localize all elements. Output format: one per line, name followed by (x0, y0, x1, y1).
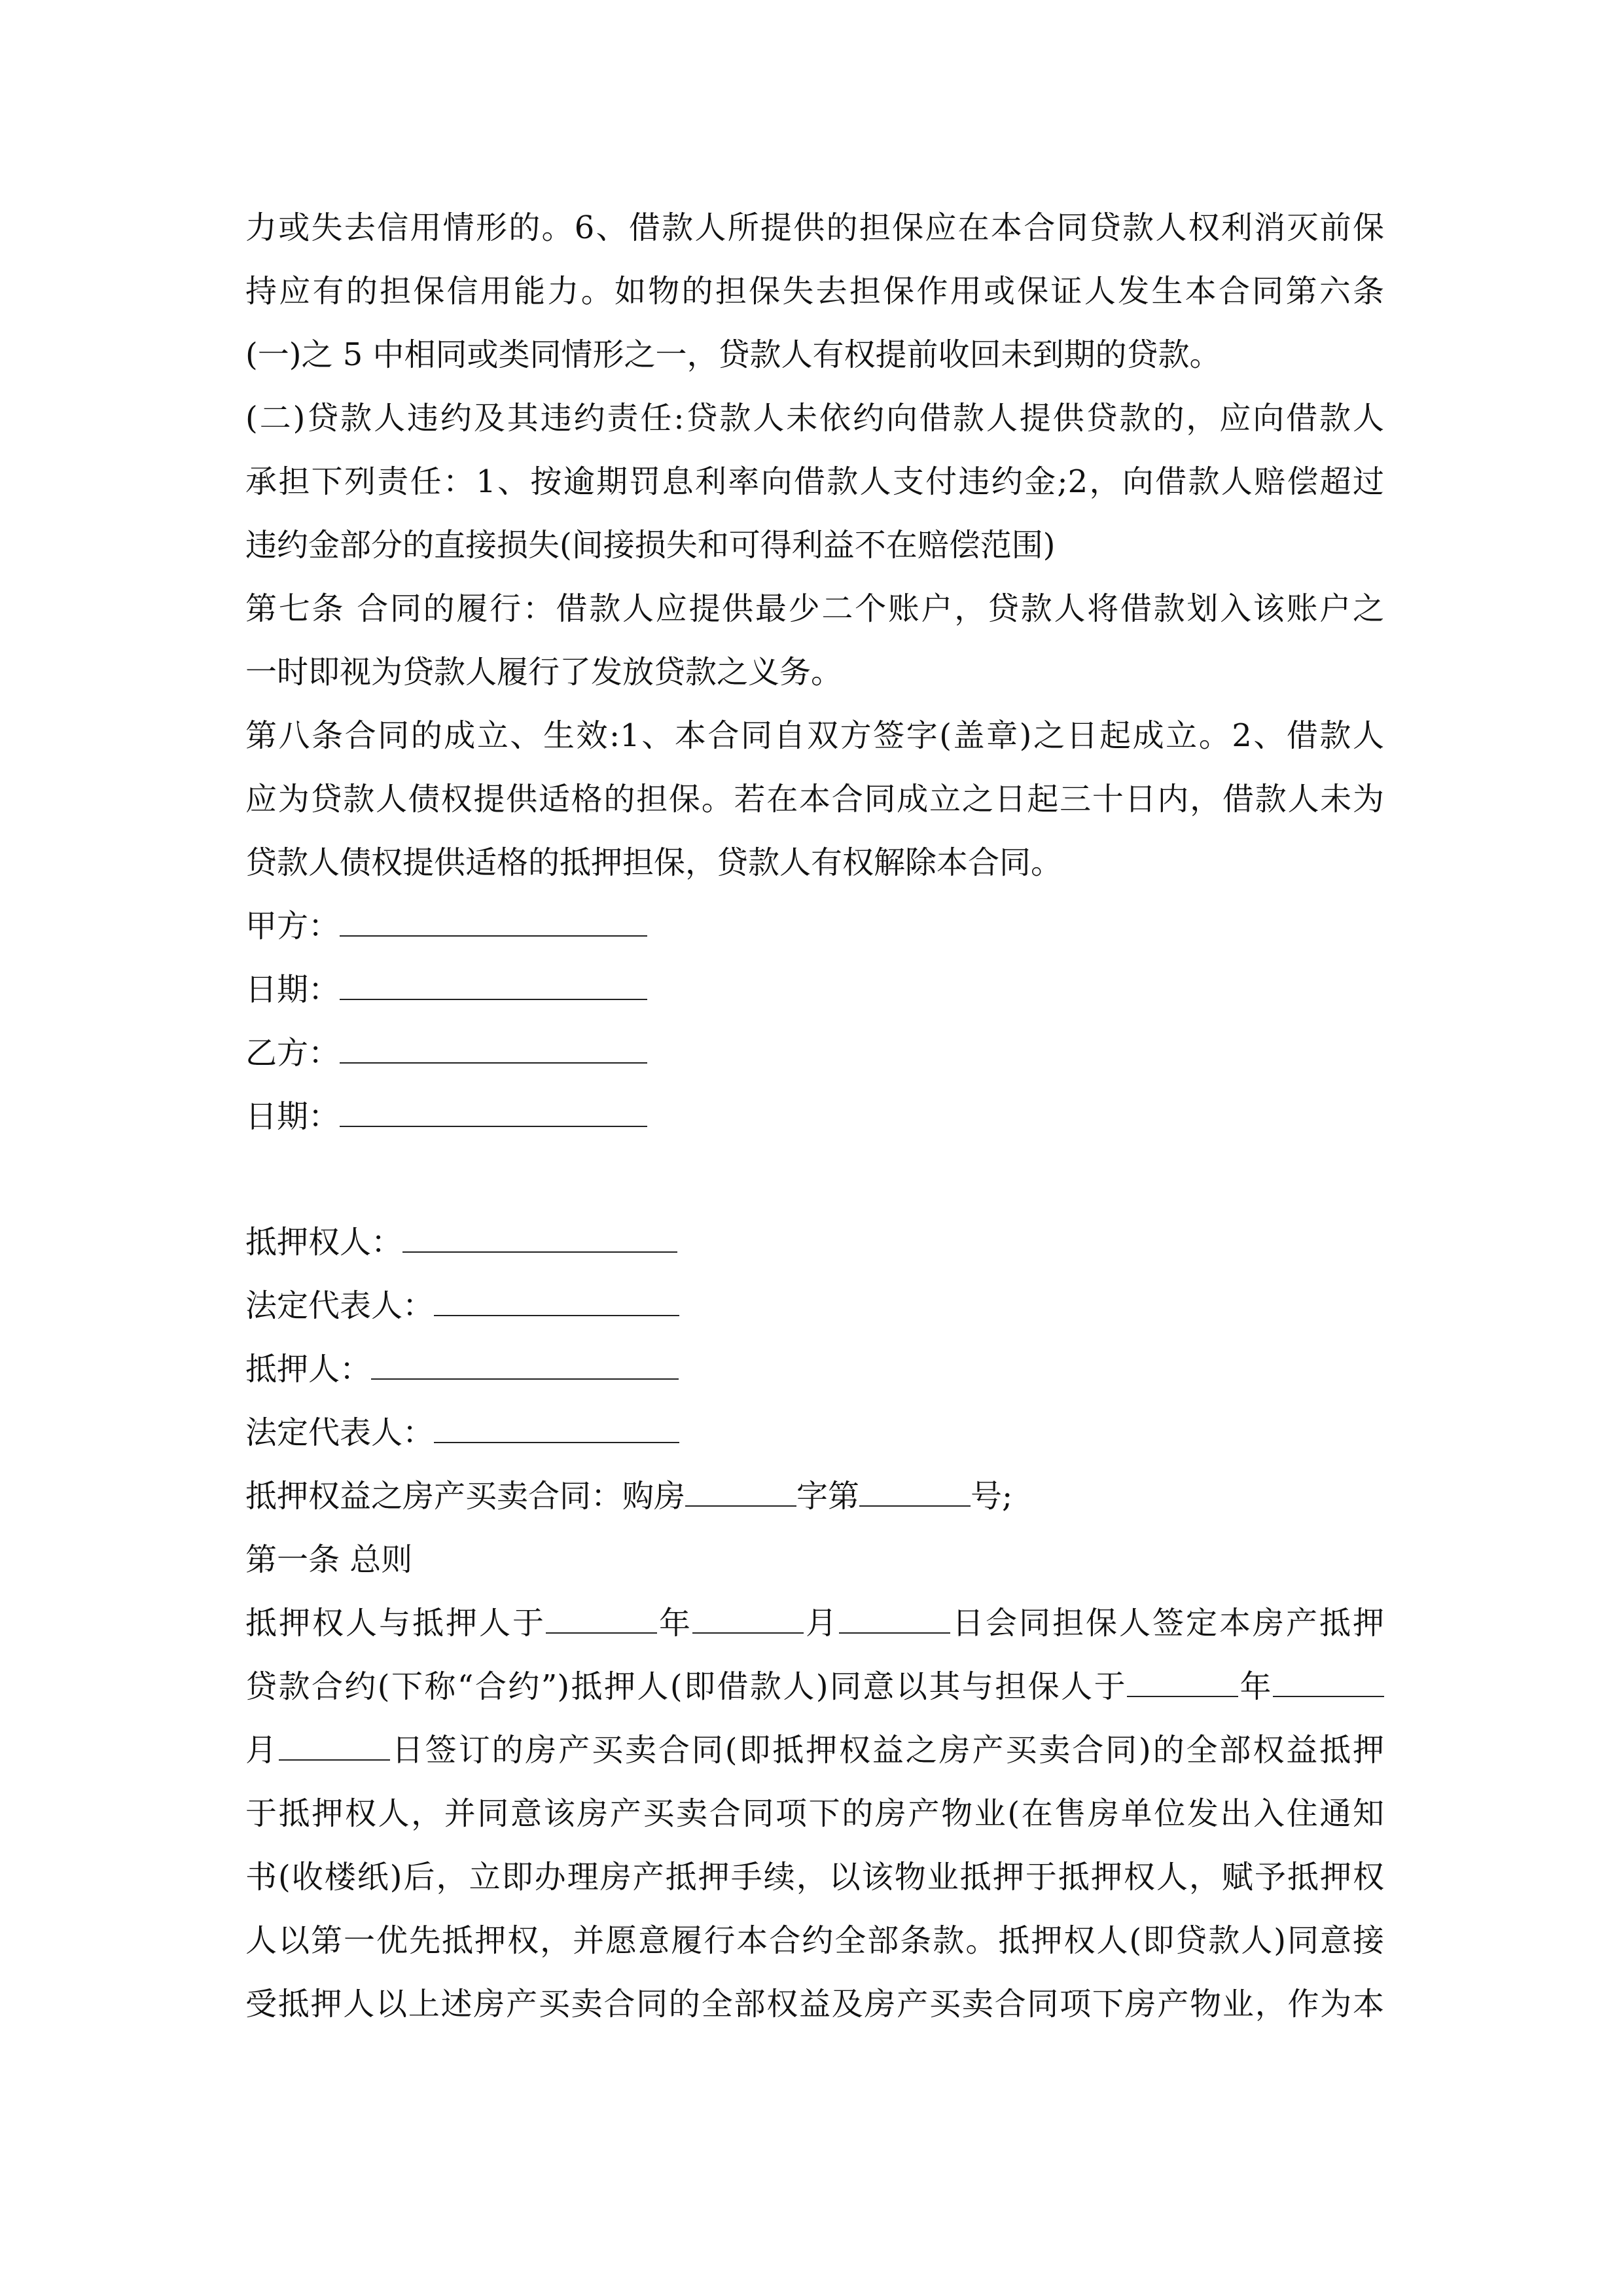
text-segment: 月 (245, 1732, 279, 1768)
purchase-day-blank[interactable] (279, 1721, 390, 1761)
document-body (245, 196, 1384, 2036)
party-b-label: 乙方： (245, 1035, 340, 1071)
contract-ref-blank-1[interactable] (685, 1467, 796, 1507)
date-b-label: 日期： (245, 1098, 340, 1135)
signature-block-2 (245, 1211, 1384, 1465)
text-line: 力或失去信用情形的。6、借款人所提供的担保应在本合同贷款人权利消灭前保 (245, 209, 1384, 246)
date-a-blank[interactable] (340, 961, 647, 1000)
text-line: 承担下列责任：1、按逾期罚息利率向借款人支付违约金;2，向借款人赔偿超过 (245, 463, 1384, 500)
signature-row-rep1 (245, 1274, 1384, 1338)
article-1-body (245, 1592, 1384, 2036)
text-line (245, 1719, 1384, 1782)
text-segment: 年 (1238, 1668, 1273, 1705)
paragraph-article-7 (245, 577, 1384, 704)
paragraph-article-8 (245, 704, 1384, 895)
text-segment: 贷款合约(下称“合约”)抵押人(即借款人)同意以其与担保人于 (245, 1668, 1128, 1705)
text-line: 受抵押人以上述房产买卖合同的全部权益及房产买卖合同项下房产物业，作为本 (245, 1986, 1384, 2022)
signature-row-party-b (245, 1022, 1384, 1085)
text-line: 书(收楼纸)后，立即办理房产抵押手续，以该物业抵押于抵押权人，赋予抵押权 (245, 1859, 1384, 1895)
party-a-label: 甲方： (245, 908, 340, 944)
text-line: 第八条合同的成立、生效:1、本合同自双方签字(盖章)之日起成立。2、借款人 (245, 717, 1384, 754)
rep2-label: 法定代表人： (245, 1414, 435, 1451)
text-line: (二)贷款人违约及其违约责任:贷款人未依约向借款人提供贷款的，应向借款人 (245, 400, 1384, 437)
rep1-label: 法定代表人： (245, 1287, 435, 1324)
date-year-blank[interactable] (546, 1594, 657, 1634)
mortgagee-blank[interactable] (402, 1213, 677, 1253)
purchase-year-blank[interactable] (1127, 1658, 1238, 1697)
date-month-blank[interactable] (692, 1594, 804, 1634)
text-line (245, 1655, 1384, 1719)
mortgagor-label: 抵押人： (245, 1351, 372, 1388)
text-segment: 月 (803, 1605, 839, 1641)
date-b-blank[interactable] (340, 1088, 647, 1127)
rep1-blank[interactable] (434, 1277, 679, 1316)
contract-ref-suffix: 号; (971, 1478, 1013, 1515)
text-line: 于抵押权人，并同意该房产买卖合同项下的房产物业(在售房单位发出入住通知 (245, 1795, 1384, 1832)
text-segment: 年 (656, 1605, 692, 1641)
article-1-title: 第一条 总则 (245, 1541, 413, 1578)
signature-row-date-a (245, 958, 1384, 1022)
text-line: 贷款人债权提供适格的抵押担保，贷款人有权解除本合同。 (245, 844, 1063, 881)
text-line: 一时即视为贷款人履行了发放贷款之义务。 (245, 654, 843, 691)
mortgagee-label: 抵押权人： (245, 1224, 403, 1261)
signature-row-party-a (245, 895, 1384, 958)
signature-row-mortgagee (245, 1211, 1384, 1274)
text-segment: 日会同担保人签定本房产抵押 (950, 1605, 1384, 1641)
text-line: 违约金部分的直接损失(间接损失和可得利益不在赔偿范围) (245, 527, 1056, 564)
signature-block-1 (245, 895, 1384, 1149)
text-segment: 日签订的房产买卖合同(即抵押权益之房产买卖合同)的全部权益抵押 (389, 1732, 1384, 1768)
paragraph-default-clause (245, 196, 1384, 387)
contract-reference-line (245, 1465, 1384, 1528)
mortgagor-blank[interactable] (371, 1340, 679, 1380)
signature-row-rep2 (245, 1401, 1384, 1465)
date-day-blank[interactable] (839, 1594, 950, 1634)
text-line (245, 1592, 1384, 1655)
purchase-month-blank[interactable] (1273, 1658, 1384, 1697)
contract-ref-prefix: 抵押权益之房产买卖合同：购房 (245, 1478, 686, 1515)
contract-ref-blank-2[interactable] (859, 1467, 971, 1507)
text-line: 第七条 合同的履行：借款人应提供最少二个账户，贷款人将借款划入该账户之 (245, 590, 1384, 627)
text-line: (一)之 5 中相同或类同情形之一，贷款人有权提前收回未到期的贷款。 (245, 336, 1221, 373)
text-segment: 抵押权人与抵押人于 (245, 1605, 546, 1641)
paragraph-lender-breach (245, 387, 1384, 577)
rep2-blank[interactable] (434, 1404, 679, 1443)
section-gap (245, 1149, 1384, 1211)
text-line: 人以第一优先抵押权，并愿意履行本合约全部条款。抵押权人(即贷款人)同意接 (245, 1922, 1384, 1959)
contract-ref-mid: 字第 (796, 1478, 860, 1515)
text-line: 应为贷款人债权提供适格的担保。若在本合同成立之日起三十日内，借款人未为 (245, 781, 1384, 817)
text-line: 持应有的担保信用能力。如物的担保失去担保作用或保证人发生本合同第六条 (245, 273, 1384, 310)
date-a-label: 日期： (245, 971, 340, 1008)
signature-row-mortgagor (245, 1338, 1384, 1401)
signature-row-date-b (245, 1085, 1384, 1149)
party-b-blank[interactable] (340, 1024, 647, 1064)
party-a-blank[interactable] (340, 897, 647, 937)
